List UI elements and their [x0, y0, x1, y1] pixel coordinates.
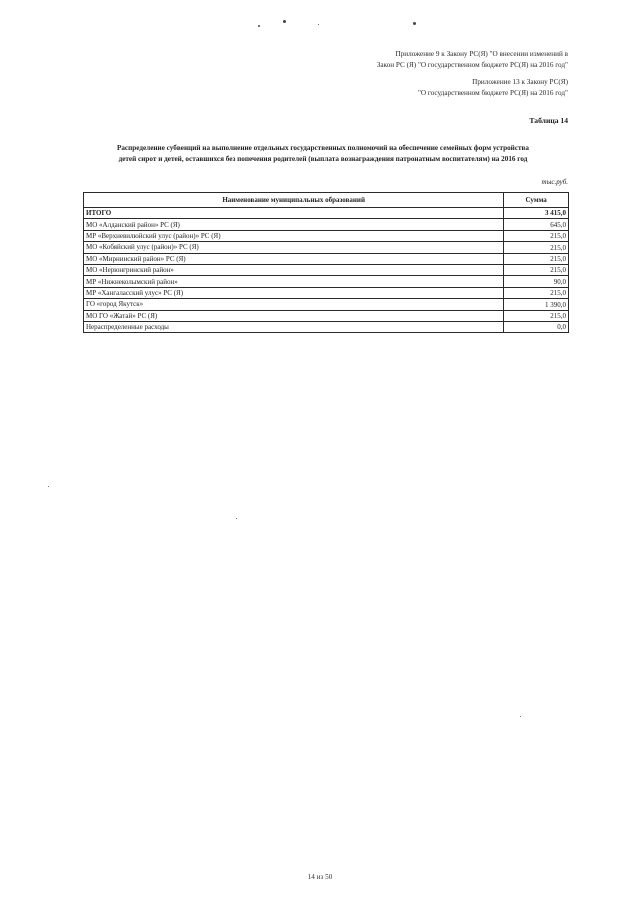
scan-speck	[236, 518, 237, 519]
appendix-13-line1: Приложение 13 к Закону РС(Я)	[472, 78, 568, 86]
header-name: Наименование муниципальных образований	[84, 193, 504, 208]
row-value: 90,0	[504, 276, 569, 287]
scan-speck	[48, 486, 49, 487]
table-row	[84, 242, 569, 253]
total-label: ИТОГО	[84, 208, 504, 219]
row-name: МО «Нерюнгринский район»	[84, 264, 504, 275]
total-value: 3 415,0	[504, 208, 569, 219]
row-name: МР «Верхневилюйский улус (район)» РС (Я)	[84, 230, 504, 241]
total-row	[84, 208, 569, 219]
header-sum: Сумма	[504, 193, 569, 208]
row-name: МР «Нижнеколымский район»	[84, 276, 504, 287]
row-value: 215,0	[504, 253, 569, 264]
row-name: МО «Кобяйский улус (район)» РС (Я)	[84, 242, 504, 253]
table-row	[84, 264, 569, 275]
row-value: 1 390,0	[504, 299, 569, 310]
row-value: 215,0	[504, 242, 569, 253]
appendix-9-reference	[268, 49, 568, 70]
table-header-row	[84, 193, 569, 208]
units-label: тыс.руб.	[541, 178, 568, 186]
scan-speck	[258, 25, 260, 27]
appendix-9-line1: Приложение 9 к Закону РС(Я) "О внесении изменений в	[395, 50, 568, 58]
appendix-13-line2: "О государственном бюджете РС(Я) на 2016 год"	[417, 88, 568, 97]
row-value: 645,0	[504, 219, 569, 230]
row-value: 215,0	[504, 264, 569, 275]
row-value: 215,0	[504, 230, 569, 241]
row-value: 215,0	[504, 287, 569, 298]
table-row	[84, 299, 569, 310]
row-value: 0,0	[504, 321, 569, 332]
row-name: ГО «город Якутск»	[84, 299, 504, 310]
appendix-13-reference	[268, 77, 568, 98]
appendix-9-line2: Закон РС (Я) "О государственном бюджете РС(Я) на 2016 год"	[376, 60, 568, 69]
scan-speck	[318, 24, 319, 25]
title-line1: Распределение субвенций на выполнение отдельных государственных полномочий на обеспечение семейных форм устройства	[116, 144, 530, 152]
scan-speck	[520, 716, 521, 717]
table-row	[84, 230, 569, 241]
table-row	[84, 219, 569, 230]
table-number: Таблица 14	[529, 116, 568, 125]
table-row	[84, 287, 569, 298]
row-name: МР «Хангаласский улус» РС (Я)	[84, 287, 504, 298]
table-row	[84, 321, 569, 332]
title-line2: детей сирот и детей, оставшихся без попечения родителей (выплата вознаграждения патронатным воспитателям) на 2016 год	[118, 155, 528, 163]
row-value: 215,0	[504, 310, 569, 321]
table-row	[84, 276, 569, 287]
subvention-table	[83, 192, 569, 333]
row-name: МО ГО «Жатай» РС (Я)	[84, 310, 504, 321]
table-row	[84, 310, 569, 321]
document-title	[80, 143, 566, 165]
table-row	[84, 253, 569, 264]
row-name: МО «Алданский район» РС (Я)	[84, 219, 504, 230]
scan-speck	[283, 20, 286, 23]
scan-speck	[413, 22, 416, 25]
page-number: 14 из 50	[307, 873, 333, 881]
row-name: МО «Мирнинский район» РС (Я)	[84, 253, 504, 264]
row-name: Нераспределенные расходы	[84, 321, 504, 332]
